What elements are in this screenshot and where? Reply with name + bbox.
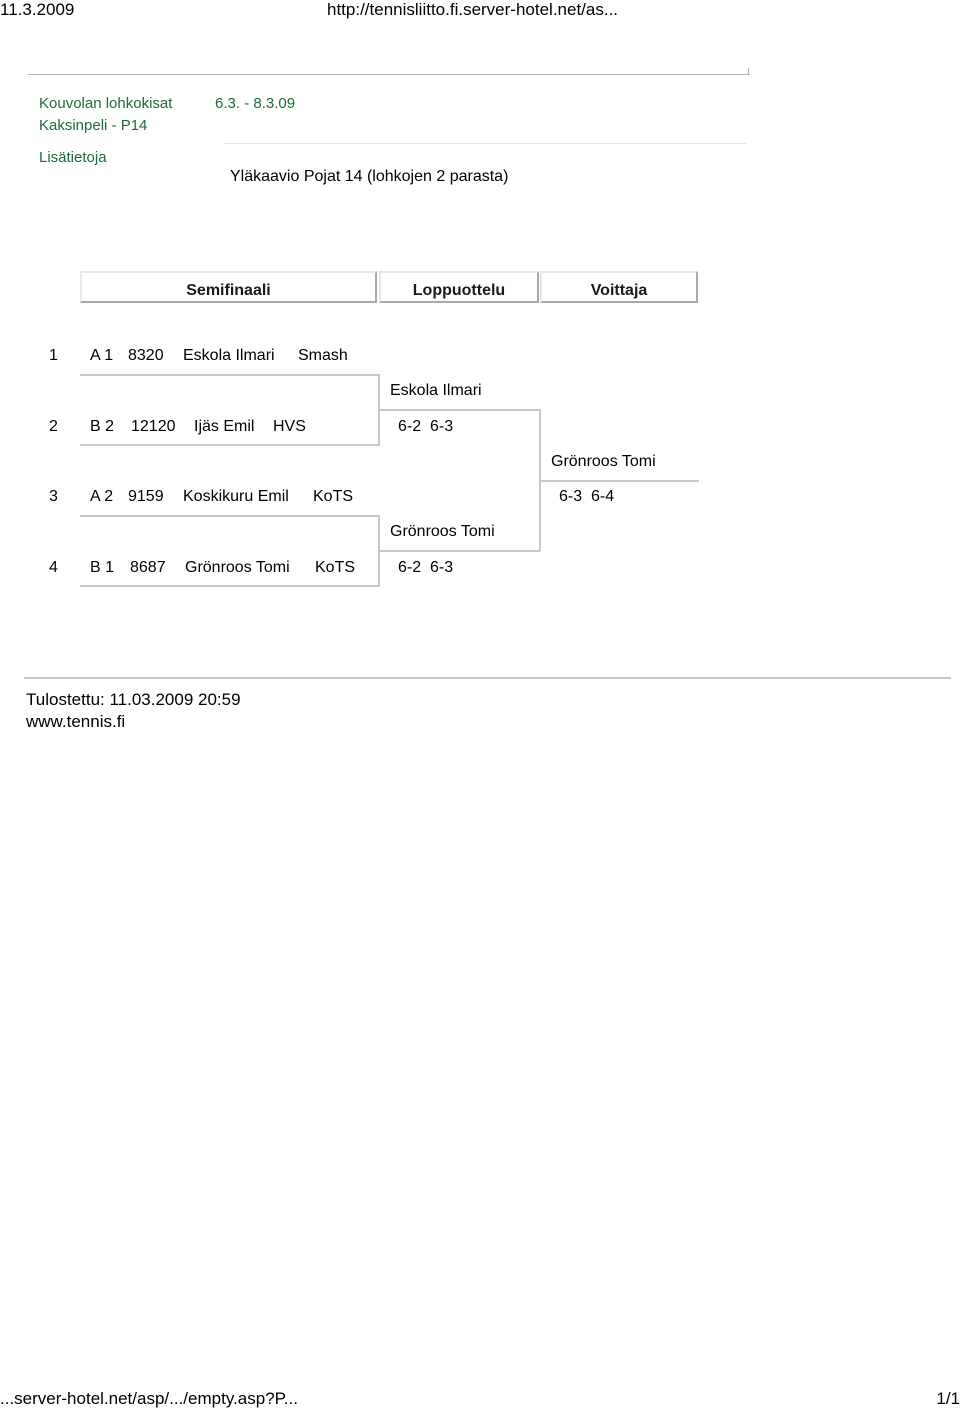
bracket-line (379, 550, 540, 552)
top-rule (28, 74, 750, 75)
player-name: Eskola Ilmari (183, 347, 275, 364)
top-rule-end (748, 68, 749, 74)
player-rank: 8687 (130, 559, 166, 576)
player-rank: 9159 (128, 488, 164, 505)
semifinal-winner: Grönroos Tomi (390, 523, 495, 540)
event-dates: 6.3. - 8.3.09 (215, 95, 296, 112)
final-winner: Grönroos Tomi (551, 453, 656, 470)
round-header-semifinal: Semifinaali (80, 271, 377, 303)
semifinal-score: 6-2 6-3 (398, 418, 454, 435)
event-category: Kaksinpeli - P14 (39, 117, 148, 134)
semifinal-winner: Eskola Ilmari (390, 382, 482, 399)
draw-title: Yläkaavio Pojat 14 (lohkojen 2 parasta) (230, 168, 509, 185)
bracket-connector (539, 409, 541, 551)
bracket-line (80, 515, 380, 517)
round-header-winner: Voittaja (540, 271, 698, 303)
semifinal-score: 6-2 6-3 (398, 559, 454, 576)
print-url: http://tennisliitto.fi.server-hotel.net/as... (327, 0, 619, 19)
bracket-line (80, 585, 380, 587)
info-link[interactable]: Lisätietoja (39, 149, 107, 166)
player-seed: 2 (49, 418, 58, 435)
print-date: 11.3.2009 (0, 0, 75, 19)
player-club: HVS (273, 418, 306, 435)
player-group: A 1 (90, 347, 114, 364)
player-rank: 8320 (128, 347, 164, 364)
bracket-connector (378, 374, 380, 446)
final-score: 6-3 6-4 (559, 488, 615, 505)
site-link[interactable]: www.tennis.fi (26, 712, 126, 731)
player-group: B 2 (90, 418, 115, 435)
player-name: Ijäs Emil (194, 418, 255, 435)
header-divider (224, 143, 746, 144)
round-header-final: Loppuottelu (379, 271, 539, 303)
player-club: Smash (298, 347, 348, 364)
print-footer-url: ...server-hotel.net/asp/.../empty.asp?P... (0, 1389, 298, 1408)
bracket-line (540, 480, 699, 482)
bracket-line (80, 374, 380, 376)
player-club: KoTS (315, 559, 356, 576)
player-seed: 1 (49, 347, 58, 364)
event-title: Kouvolan lohkokisat (39, 95, 173, 112)
print-page-count: 1/1 (936, 1389, 960, 1408)
player-seed: 4 (49, 559, 58, 576)
player-seed: 3 (49, 488, 58, 505)
bracket-line (80, 444, 380, 446)
printed-timestamp: Tulostettu: 11.03.2009 20:59 (26, 690, 241, 709)
player-name: Koskikuru Emil (183, 488, 289, 505)
player-group: A 2 (90, 488, 114, 505)
player-group: B 1 (90, 559, 115, 576)
bracket-line (379, 409, 540, 411)
footer-rule (24, 677, 951, 679)
player-club: KoTS (313, 488, 354, 505)
bracket-connector (378, 515, 380, 587)
player-name: Grönroos Tomi (185, 559, 290, 576)
player-rank: 12120 (131, 418, 176, 435)
